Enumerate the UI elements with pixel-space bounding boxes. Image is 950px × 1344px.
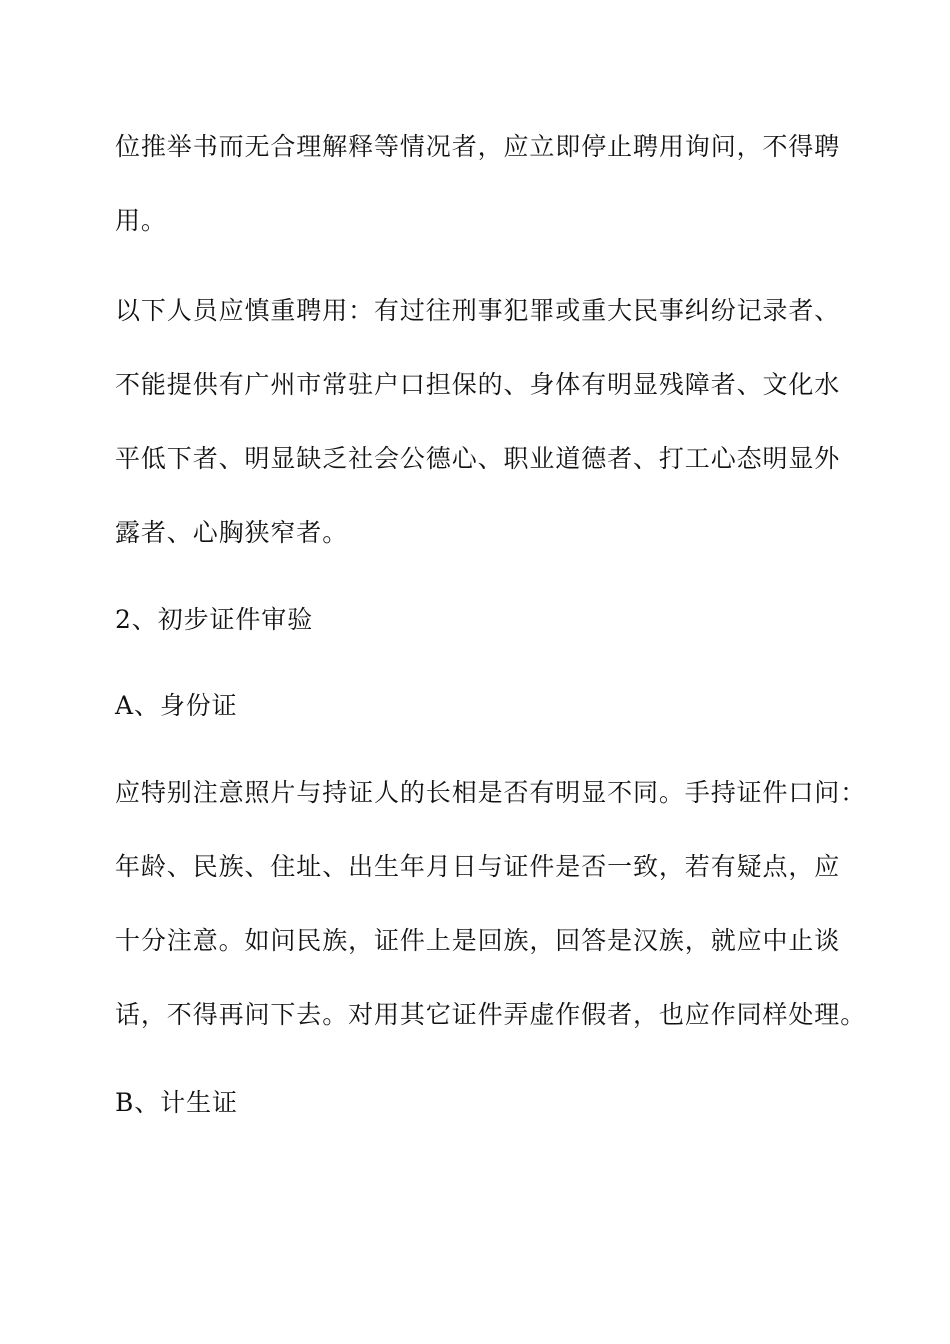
paragraph-line: 以下人员应慎重聘用：有过往刑事犯罪或重大民事纠纷记录者、 xyxy=(115,296,841,325)
paragraph-line: 用。 xyxy=(115,206,167,235)
paragraph-line: 位推举书而无合理解释等情况者，应立即停止聘用询问，不得聘 xyxy=(115,132,841,161)
paragraph-line: 不能提供有广州市常驻户口担保的、身体有明显残障者、文化水 xyxy=(115,370,841,399)
paragraph-line: 年龄、民族、住址、出生年月日与证件是否一致，若有疑点，应 xyxy=(115,852,841,881)
paragraph-line: 露者、心胸狭窄者。 xyxy=(115,518,349,547)
paragraph-line: 十分注意。如问民族，证件上是回族，回答是汉族，就应中止谈 xyxy=(115,926,841,955)
subsection-heading: A、身份证 xyxy=(115,691,238,720)
section-heading: 2、初步证件审验 xyxy=(115,605,314,634)
paragraph-line: 应特别注意照片与持证人的长相是否有明显不同。手持证件口问： xyxy=(115,778,867,807)
paragraph-line: 平低下者、明显缺乏社会公德心、职业道德者、打工心态明显外 xyxy=(115,444,841,473)
paragraph-line: 话，不得再问下去。对用其它证件弄虚作假者，也应作同样处理。 xyxy=(115,1000,867,1029)
subsection-heading: B、计生证 xyxy=(115,1088,238,1117)
